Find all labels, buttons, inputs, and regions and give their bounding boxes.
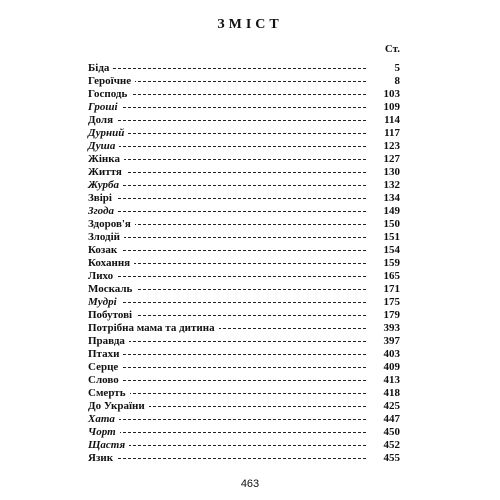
toc-row (88, 452, 400, 465)
toc-entry-title: Побутові (88, 309, 136, 322)
toc-entry-title: Гроші (88, 101, 122, 114)
toc-entry-page: 165 (381, 270, 401, 283)
toc-row (88, 62, 400, 75)
dot-leader (88, 341, 366, 342)
toc-row (88, 101, 400, 114)
toc-row (88, 218, 400, 231)
toc-entry-page: 397 (381, 335, 401, 348)
page-title: ЗМІСТ (217, 17, 283, 32)
dot-leader (88, 159, 366, 160)
dot-leader (88, 250, 366, 251)
toc-row (88, 127, 400, 140)
toc-entry-page: 154 (381, 244, 401, 257)
toc-row (88, 153, 400, 166)
toc-entry-title: Хата (88, 413, 119, 426)
toc-entry-title: Чорт (88, 426, 120, 439)
toc-entry-page: 425 (381, 400, 401, 413)
toc-row (88, 257, 400, 270)
toc-entry-page: 114 (381, 114, 400, 127)
toc-entry-page: 127 (381, 153, 401, 166)
toc-entry-title: Серце (88, 361, 122, 374)
toc-entry-title: Дурний (88, 127, 128, 140)
toc-entry-page: 447 (381, 413, 401, 426)
toc-row (88, 400, 400, 413)
toc-entry-page: 130 (381, 166, 401, 179)
toc-entry-title: Душа (88, 140, 119, 153)
toc-entry-page: 134 (381, 192, 401, 205)
footer-page-number: 463 (240, 478, 260, 490)
dot-leader (88, 198, 366, 199)
toc-row (88, 270, 400, 283)
toc-entry-title: Згода (88, 205, 118, 218)
dot-leader (88, 237, 366, 238)
toc-entry-page: 103 (381, 88, 401, 101)
toc-row (88, 348, 400, 361)
toc-entry-title: Смерть (88, 387, 130, 400)
toc-row (88, 192, 400, 205)
toc-entry-title: Кохання (88, 257, 134, 270)
toc-entry-page: 409 (381, 361, 401, 374)
toc-row (88, 426, 400, 439)
toc-entry-title: Птахи (88, 348, 123, 361)
toc-row (88, 361, 400, 374)
toc-entry-title: Слово (88, 374, 123, 387)
toc-entry-title: Біда (88, 62, 113, 75)
toc-entry-page: 179 (381, 309, 401, 322)
dot-leader (88, 276, 366, 277)
toc-entry-page: 175 (381, 296, 401, 309)
toc-entry-title: Доля (88, 114, 117, 127)
toc-entry-title: Язик (88, 452, 117, 465)
toc-row (88, 335, 400, 348)
dot-leader (88, 120, 366, 121)
toc-entry-title: Героїчне (88, 75, 135, 88)
dot-leader (88, 393, 366, 394)
toc-entry-title: Козак (88, 244, 121, 257)
toc-row (88, 140, 400, 153)
toc-entry-title: Злодій (88, 231, 124, 244)
toc-entry-title: Звірі (88, 192, 116, 205)
toc-row (88, 244, 400, 257)
toc-entry-title: Мудрі (88, 296, 121, 309)
toc-entry-page: 455 (381, 452, 401, 465)
toc-entry-page: 150 (381, 218, 401, 231)
toc-entry-page: 403 (381, 348, 401, 361)
toc-row (88, 374, 400, 387)
toc-entry-page: 5 (392, 62, 401, 75)
toc-entry-page: 452 (381, 439, 401, 452)
toc-row (88, 88, 400, 101)
toc-entry-title: Потрібна мама та дитина (88, 322, 219, 335)
toc-entry-title: Жінка (88, 153, 124, 166)
toc-entry-title: Господь (88, 88, 131, 101)
toc-entry-page: 132 (381, 179, 401, 192)
toc-entry-title: Здоров'я (88, 218, 135, 231)
page-column-header: Ст. (384, 43, 400, 55)
toc-row (88, 75, 400, 88)
toc-entry-title: Москаль (88, 283, 136, 296)
toc-row (88, 296, 400, 309)
toc-entry-page: 149 (381, 205, 401, 218)
toc-entry-title: Життя (88, 166, 126, 179)
toc-row (88, 387, 400, 400)
toc-row (88, 322, 400, 335)
dot-leader (88, 458, 366, 459)
toc-row (88, 283, 400, 296)
toc-entry-title: Журба (88, 179, 123, 192)
dot-leader (88, 133, 366, 134)
dot-leader (88, 107, 366, 108)
toc-row (88, 231, 400, 244)
toc-entry-page: 109 (381, 101, 401, 114)
dot-leader (88, 211, 366, 212)
table-of-contents (88, 62, 400, 465)
dot-leader (88, 354, 366, 355)
toc-entry-page: 171 (381, 283, 401, 296)
dot-leader (88, 302, 366, 303)
toc-entry-page: 117 (381, 127, 400, 140)
toc-row (88, 439, 400, 452)
dot-leader (88, 185, 366, 186)
toc-entry-title: Лихо (88, 270, 117, 283)
dot-leader (88, 146, 366, 147)
toc-entry-page: 413 (381, 374, 401, 387)
dot-leader (88, 419, 366, 420)
toc-entry-page: 450 (381, 426, 401, 439)
toc-entry-title: Щастя (88, 439, 129, 452)
toc-entry-page: 8 (392, 75, 401, 88)
toc-row (88, 114, 400, 127)
dot-leader (88, 367, 366, 368)
dot-leader (88, 68, 366, 69)
toc-entry-page: 159 (381, 257, 401, 270)
toc-row (88, 205, 400, 218)
toc-entry-page: 151 (381, 231, 401, 244)
dot-leader (88, 445, 366, 446)
toc-entry-title: Правда (88, 335, 129, 348)
toc-row (88, 309, 400, 322)
toc-entry-title: До України (88, 400, 149, 413)
toc-row (88, 179, 400, 192)
dot-leader (88, 380, 366, 381)
toc-row (88, 413, 400, 426)
toc-entry-page: 123 (381, 140, 401, 153)
toc-row (88, 166, 400, 179)
toc-entry-page: 393 (381, 322, 401, 335)
toc-entry-page: 418 (381, 387, 401, 400)
dot-leader (88, 432, 366, 433)
dot-leader (88, 172, 366, 173)
